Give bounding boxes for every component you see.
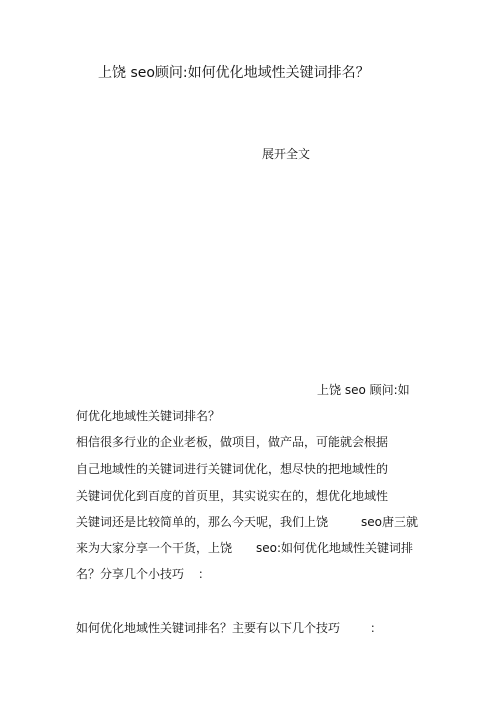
body-line: 名？分享几个小技巧: [76, 567, 185, 581]
body-line-fragment: seo唐三就: [361, 515, 418, 529]
body-line: 来为大家分享一个干货，上饶: [76, 541, 233, 555]
body-line: 何优化地域性关键词排名？: [76, 409, 221, 423]
expand-full-text-link[interactable]: 展开全文: [262, 147, 311, 161]
section-heading-fragment: ：: [370, 621, 383, 635]
document-title: 上饶 seo顾问:如何优化地域性关键词排名？: [98, 65, 370, 81]
body-line: 关键词优化到百度的首页里，其实说实在的，想优化地域性: [76, 489, 389, 503]
body-line: 相信很多行业的企业老板，做项目，做产品，可能就会根据: [76, 435, 389, 449]
body-line: 关键词还是比较简单的，那么今天呢，我们上饶: [76, 515, 329, 529]
section-heading: 如何优化地域性关键词排名？主要有以下几个技巧: [76, 621, 341, 635]
body-line-fragment: seo:如何优化地域性关键词排: [256, 541, 414, 555]
body-line: 自己地域性的关键词进行关键词优化，想尽快的把地域性的: [76, 462, 389, 476]
body-line-fragment: ：: [198, 567, 211, 581]
body-line: 上饶 seo 顾问:如: [317, 383, 410, 397]
